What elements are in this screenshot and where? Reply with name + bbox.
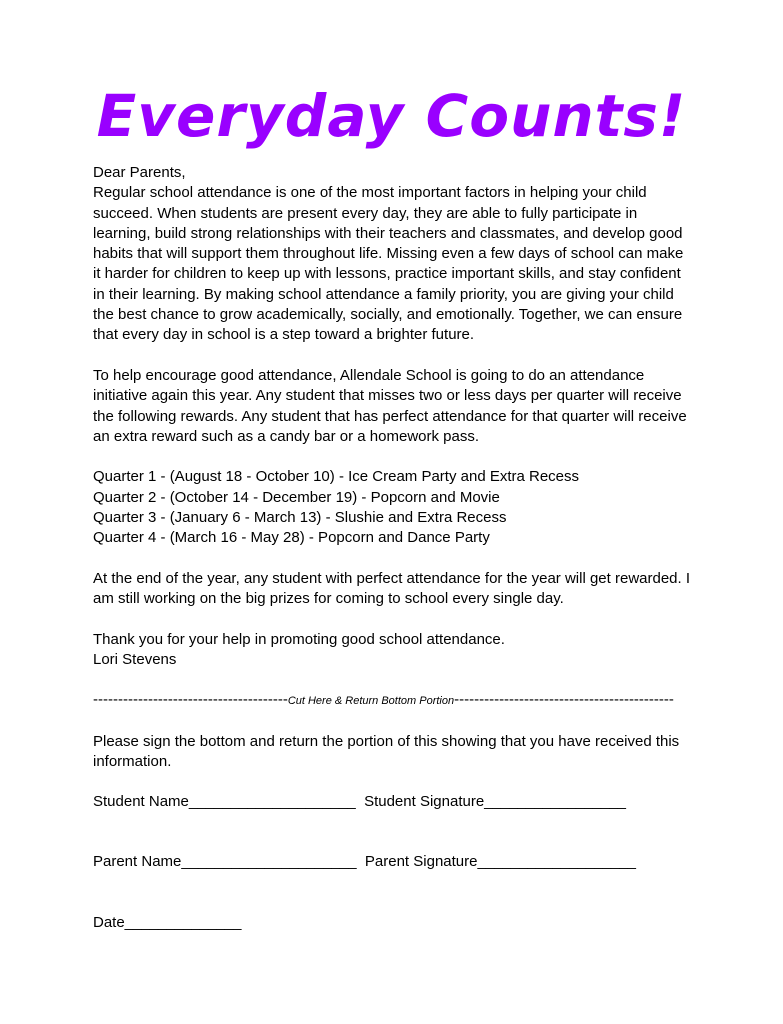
thank-you-line: Thank you for your help in promoting good school attendance. (93, 630, 505, 648)
quarter-item: Quarter 3 - (January 6 - March 13) - Slushie and Extra Recess (93, 509, 507, 527)
paragraph-initiative: To help encourage good attendance, Allendale School is going to do an attendance initiative again this year. Any student that misses two or less days per quarter will receive the following rewards. Any student that has perfect attendance for that quarter will receive an extra reward such as a candy bar or a homework pass. (93, 366, 687, 445)
cut-dashes-right: -------------------------------------------- (454, 691, 674, 708)
student-signature-field[interactable]: Student Signature_________________ (364, 793, 626, 810)
quarter-item: Quarter 2 - (October 14 - December 19) - Popcorn and Movie (93, 488, 500, 506)
page-title: Everyday Counts! (96, 82, 687, 150)
quarter-item: Quarter 1 - (August 18 - October 10) - Ice Cream Party and Extra Recess (93, 468, 580, 486)
signer-name: Lori Stevens (93, 651, 177, 669)
paragraph-year-end: At the end of the year, any student with perfect attendance for the year will get rewarded. I am still working on the big prizes for coming to school every single day. (93, 569, 691, 608)
parent-name-field[interactable]: Parent Name_____________________ (93, 853, 357, 870)
greeting: Dear Parents, (93, 164, 186, 181)
cut-line (93, 690, 693, 711)
quarter-item: Quarter 4 - (March 16 - May 28) - Popcorn and Dance Party (93, 529, 490, 547)
parent-row (93, 852, 636, 872)
return-instructions: Please sign the bottom and return the portion of this showing that you have received this information. (93, 733, 680, 771)
cut-dashes-left: --------------------------------------- (93, 691, 288, 708)
parent-signature-field[interactable]: Parent Signature___________________ (364, 853, 636, 870)
student-row (93, 792, 626, 812)
cut-label: Cut Here & Return Bottom Portion (287, 695, 455, 707)
paragraph-attendance-importance: Regular school attendance is one of the most important factors in helping your child succeed. When students are present every day, they are able to fully participate in learning, build strong relationships with their teachers and classmates, and develop good habits that will support them throughout life. Missing even a few days of school can make it harder for children to keep up with lessons, practice important skills, and stay confident in their learning. By making school attendance a family priority, you are giving your child the best chance to grow academically, socially, and emotionally. Together, we can ensure that every day in school is a step toward a brighter future. (93, 184, 684, 344)
letter-body (93, 163, 693, 670)
date-row (93, 913, 241, 933)
student-name-field[interactable]: Student Name____________________ (93, 793, 356, 810)
date-field[interactable]: Date______________ (93, 914, 242, 931)
